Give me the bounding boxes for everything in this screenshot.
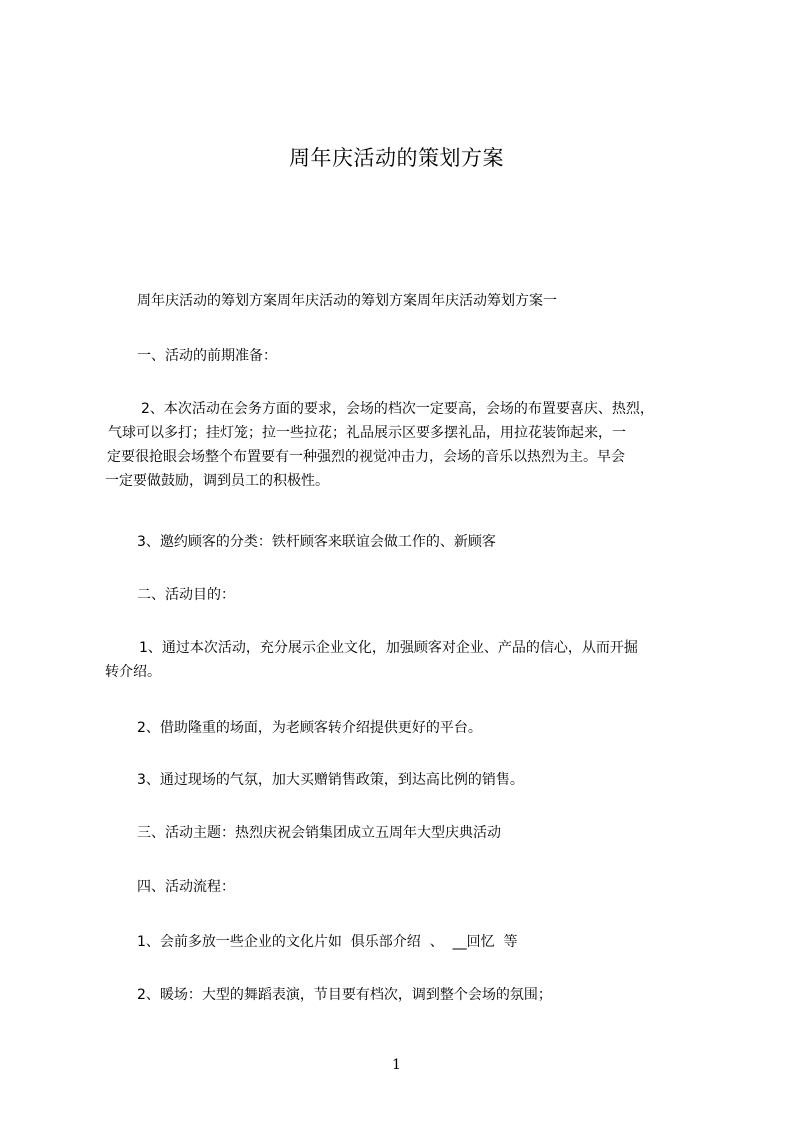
paragraph-line: 气球可以多打；挂灯笼；拉一些拉花；礼品展示区要多摆礼品，用拉花装饰起来，一	[108, 425, 626, 441]
paragraph-customer-categories: 3、邀约顾客的分类：铁杆顾客来联谊会做工作的、新顾客	[137, 534, 496, 550]
section-heading-preparation: 一、活动的前期准备：	[137, 348, 277, 364]
document-title: 周年庆活动的策划方案	[289, 146, 504, 170]
section-heading-flow: 四、活动流程：	[137, 879, 235, 895]
paragraph-flow-2: 2、暖场：大型的舞蹈表演，节目要有档次，调到整个会场的氛围；	[137, 987, 552, 1003]
paragraph-line: 定要很抢眼会场整个布置要有一种强烈的视觉冲击力，会场的音乐以热烈为主。早会	[107, 449, 625, 465]
paragraph-goal-3: 3、通过现场的气氛，加大买赠销售政策，到达高比例的销售。	[137, 772, 524, 788]
paragraph-line: 一定要做鼓励，调到员工的积极性。	[105, 473, 329, 489]
paragraph-goal-2: 2、借助隆重的场面，为老顾客转介绍提供更好的平台。	[137, 720, 482, 736]
section-theme: 三、活动主题：热烈庆祝会销集团成立五周年大型庆典活动	[137, 825, 501, 841]
paragraph-venue-requirements	[105, 397, 715, 493]
paragraph-line: 转介绍。	[105, 664, 161, 680]
paragraph-line: 1、通过本次活动，充分展示企业文化，加强顾客对企业、产品的信心，从而开掘	[139, 640, 638, 656]
paragraph-flow-1: 1、会前多放一些企业的文化片如 俱乐部介绍 、 __回忆 等	[137, 934, 518, 950]
page-number: 1	[392, 1057, 401, 1073]
section-heading-goals: 二、活动目的：	[137, 587, 235, 603]
paragraph-goal-1	[105, 636, 715, 684]
intro-paragraph: 周年庆活动的筹划方案周年庆活动的筹划方案周年庆活动筹划方案一	[137, 293, 557, 309]
paragraph-line: 2、本次活动在会务方面的要求，会场的档次一定要高，会场的布置要喜庆、热烈，	[141, 401, 654, 417]
